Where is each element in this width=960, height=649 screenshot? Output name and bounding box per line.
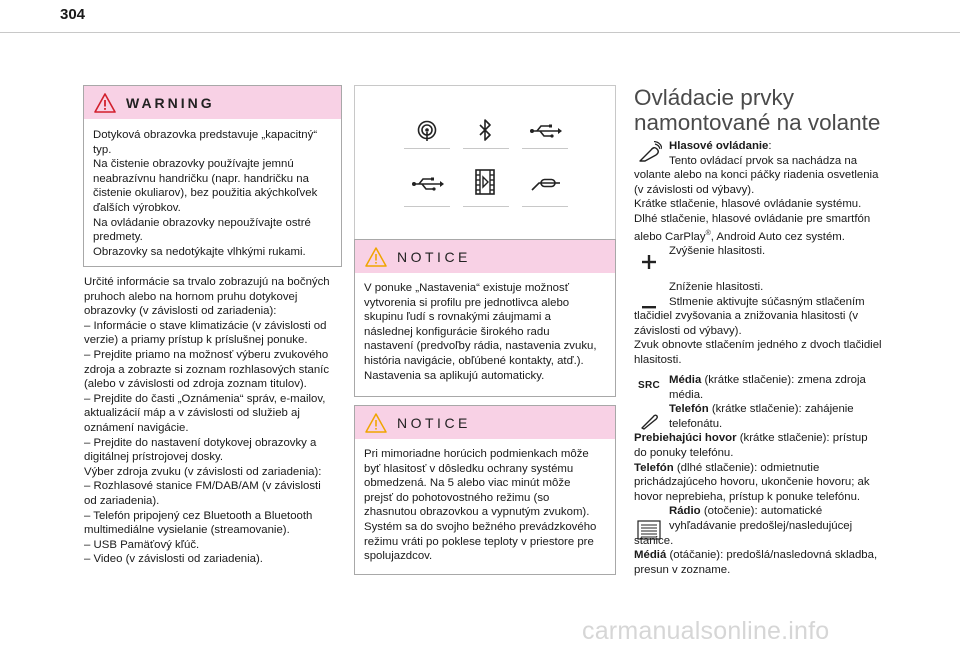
icon-separator: [463, 148, 509, 149]
voice-control-text: [634, 139, 878, 259]
text-line: hlasitosti.: [634, 353, 682, 366]
text-line: zdroja a zobrazte si zoznam rozhlasových staníc: [84, 363, 330, 376]
text-line: [634, 139, 878, 154]
text-line: multimediálne vysielanie (streamovanie).: [84, 524, 290, 537]
warning-line: Na ovládanie obrazovky nepoužívajte ostré: [93, 216, 311, 229]
text-line: (v závislosti od výbavy).: [634, 183, 755, 196]
text-line: závislosti od výbavy).: [634, 324, 742, 337]
text-line: hovor neprebieha, prístup k ponuke telefónu.: [634, 490, 861, 503]
phone-desc: (krátke stlačenie): zahájenie: [708, 403, 854, 416]
notice-body: [355, 439, 615, 572]
text-line: [634, 227, 878, 244]
text-line: – Video (v závislosti od zariadenia).: [84, 553, 263, 566]
warning-line: predmety.: [93, 231, 143, 244]
header-rule: [0, 32, 960, 33]
text-line: [634, 373, 877, 388]
warning-line: neabrazívnu handričku (napr. handričku na: [93, 172, 309, 185]
phone-label: Telefón: [669, 403, 709, 416]
warning-line: Na čistenie obrazovky používajte jemnú: [93, 158, 294, 171]
section-heading: [634, 85, 880, 135]
text-line: Zníženie hlasitosti.: [669, 281, 764, 293]
notice-body: [355, 273, 615, 391]
notice-triangle-icon: [365, 247, 387, 267]
notice-line: byť hlasitosť v dôsledku ochrany systému: [364, 462, 574, 475]
text-line: Určité informácie sa trvalo zobrazujú na bočných: [84, 276, 330, 288]
phone-long-desc: (dlhé stlačenie): odmietnutie: [673, 461, 820, 474]
notice-line: obmedzená. Na 5 alebo viac minút môže: [364, 477, 571, 490]
volume-down-text: [634, 280, 882, 368]
text-line: – Informácie o stave klimatizácie (v závislosti od: [84, 319, 327, 332]
notice-title: NOTICE: [397, 248, 471, 265]
warning-line: Obrazovky sa nedotýkajte vlhkými rukami.: [93, 245, 306, 258]
text-line: stanice.: [634, 534, 674, 547]
warning-line: čistenie okuliarov), bez použitia akýchkoľvek: [93, 187, 318, 200]
notice-line: nastavení (predvoľby rádia, nastavenia zvuku,: [364, 340, 597, 353]
source-icons-panel: [354, 85, 616, 247]
text-line: tlačidiel zvyšovania a znižovania hlasitosti (v: [634, 310, 859, 323]
text-line: Stlmenie aktivujte súčasným stlačením: [669, 295, 865, 308]
text-line: média.: [669, 388, 704, 401]
notice-header: [355, 406, 615, 439]
text-line: – Prejdite do časti „Oznámenia“ správ, e-mailov,: [84, 392, 326, 405]
src-icon: SRC: [638, 380, 661, 391]
radio-desc: (otočenie): automatické: [700, 505, 823, 518]
text-line: Dlhé stlačenie, hlasové ovládanie pre smartfón: [634, 212, 871, 225]
text-line: Krátke stlačenie, hlasové ovládanie systému.: [634, 198, 862, 211]
text-line: Výber zdroja zvuku (v závislosti od zariadenia):: [84, 465, 322, 478]
video-icon: [467, 167, 503, 197]
text-line: – Rozhlasové stanice FM/DAB/AM (v závislosti: [84, 480, 321, 493]
usb-icon: [527, 116, 563, 146]
text-line: verzie) a priamy prístup k príslušnej ponuke.: [84, 334, 308, 347]
bluetooth-icon: [467, 116, 503, 146]
page-number: 304: [60, 6, 86, 23]
warning-box: [83, 85, 342, 267]
media-rotation-desc: (otáčanie): predošlá/nasledovná skladba,: [666, 549, 878, 562]
text-line: prichádzajúceho hovoru, ukončenie hovoru; ak: [634, 476, 870, 489]
notice-line: Pri mimoriadne horúcich podmienkach môže: [364, 448, 589, 460]
heading-line: namontované na volante: [634, 110, 881, 135]
voice-label: Hlasové ovládanie: [669, 140, 769, 152]
registered-mark: ®: [705, 229, 711, 237]
call-label: Prebiehajúci hovor: [634, 432, 737, 445]
carplay-text: alebo CarPlay: [634, 230, 706, 243]
notice-line: skupinu ľudí s rovnakými záujmami a: [364, 311, 551, 324]
text-line: volante alebo na konci páčky riadenia osvetlenia: [634, 169, 879, 182]
warning-triangle-icon: [94, 93, 116, 113]
text-line: presun v zozname.: [634, 563, 731, 576]
notice-line: história navigácie, obľúbené kontakty, atď.).: [364, 354, 584, 367]
plus-icon: [642, 255, 656, 269]
icon-separator: [522, 148, 568, 149]
notice-header: [355, 240, 615, 273]
notice-box: [354, 405, 616, 575]
radio-icon: [409, 116, 445, 146]
warning-line: ďalších výrobkov.: [93, 201, 181, 214]
text-line: – Prejdite priamo na možnosť výberu zvukového: [84, 348, 329, 361]
notice-line: Systém sa do svojho bežného prevádzkového: [364, 520, 597, 533]
notice-triangle-icon: [365, 413, 387, 433]
android-auto-text: , Android Auto cez systém.: [710, 230, 845, 243]
left-column-text: [84, 275, 330, 567]
icon-separator: [404, 148, 450, 149]
heading-line: Ovládacie prvky: [634, 85, 795, 110]
text-line: (alebo v závislosti od zdroja zoznam titulov).: [84, 378, 307, 391]
phone-long-label: Telefón: [634, 461, 674, 474]
text-line: obrazovky (v závislosti od zariadenia):: [84, 305, 277, 318]
text-line: aktualizácií máp a v závislosti od služieb aj: [84, 407, 300, 420]
call-desc: (krátke stlačenie): prístup: [736, 432, 868, 445]
notice-line: spolujazdcov.: [364, 550, 433, 563]
text-line: od zariadenia).: [84, 494, 160, 507]
text-line: [634, 402, 877, 417]
icon-separator: [522, 206, 568, 207]
text-line: vyhľadávanie predošlej/nasledujúcej: [669, 519, 853, 532]
media-label: Média: [669, 374, 702, 386]
notice-line: Nastavenia sa aplikujú automaticky.: [364, 369, 545, 382]
text-line: Zvýšenie hlasitosti.: [669, 244, 766, 257]
text-line: [634, 548, 877, 563]
media-rotation-label: Médiá: [634, 549, 667, 562]
text-line: – Telefón pripojený cez Bluetooth a Bluetooth: [84, 509, 313, 522]
text-line: [634, 461, 877, 476]
warning-title: WARNING: [126, 94, 215, 111]
text-line: do ponuky telefónu.: [634, 446, 734, 459]
text-line: [634, 431, 877, 446]
controls-text: [634, 373, 877, 577]
usb-icon: [409, 169, 445, 199]
text-line: telefonátu.: [669, 417, 723, 430]
text-line: – Prejdite do nastavení dotykovej obrazovky a: [84, 436, 317, 449]
watermark: carmanualsonline.info: [582, 617, 830, 645]
radio-label: Rádio: [669, 505, 701, 518]
text-line: oznámení navigácie.: [84, 421, 189, 434]
warning-header: [84, 86, 341, 119]
notice-line: režimu vráti po poklese teploty v priestore pre: [364, 535, 594, 548]
notice-line: zhasnutou obrazovkou a vypnutým zvukom).: [364, 506, 590, 519]
icon-separator: [463, 206, 509, 207]
cable-icon: [527, 169, 563, 199]
text-line: Tento ovládací prvok sa nachádza na: [669, 154, 858, 167]
warning-body: [84, 119, 341, 267]
warning-line: Dotyková obrazovka predstavuje „kapacitný“: [93, 129, 318, 141]
voice-colon: :: [768, 140, 772, 152]
text-line: pruhoch alebo na hornom pruhu dotykovej: [84, 290, 298, 303]
notice-box: [354, 239, 616, 397]
notice-line: prejsť do pohotovostného režimu (so: [364, 491, 550, 504]
notice-line: vytvorenia si profilu pre jednotlivca alebo: [364, 296, 570, 309]
text-line: – USB Pamäťový kľúč.: [84, 538, 200, 551]
text-line: [634, 504, 877, 519]
notice-title: NOTICE: [397, 414, 471, 431]
notice-line: V ponuke „Nastavenia“ existuje možnosť: [364, 282, 569, 294]
icon-separator: [404, 206, 450, 207]
media-desc: (krátke stlačenie): zmena zdroja: [701, 374, 866, 386]
text-line: digitálnej prístrojovej dosky.: [84, 451, 224, 464]
text-line: Zvuk obnovte stlačením jedného z dvoch tlačidiel: [634, 339, 882, 352]
warning-line: typ.: [93, 143, 112, 156]
notice-line: následnej konfigurácie širokého radu: [364, 325, 550, 338]
